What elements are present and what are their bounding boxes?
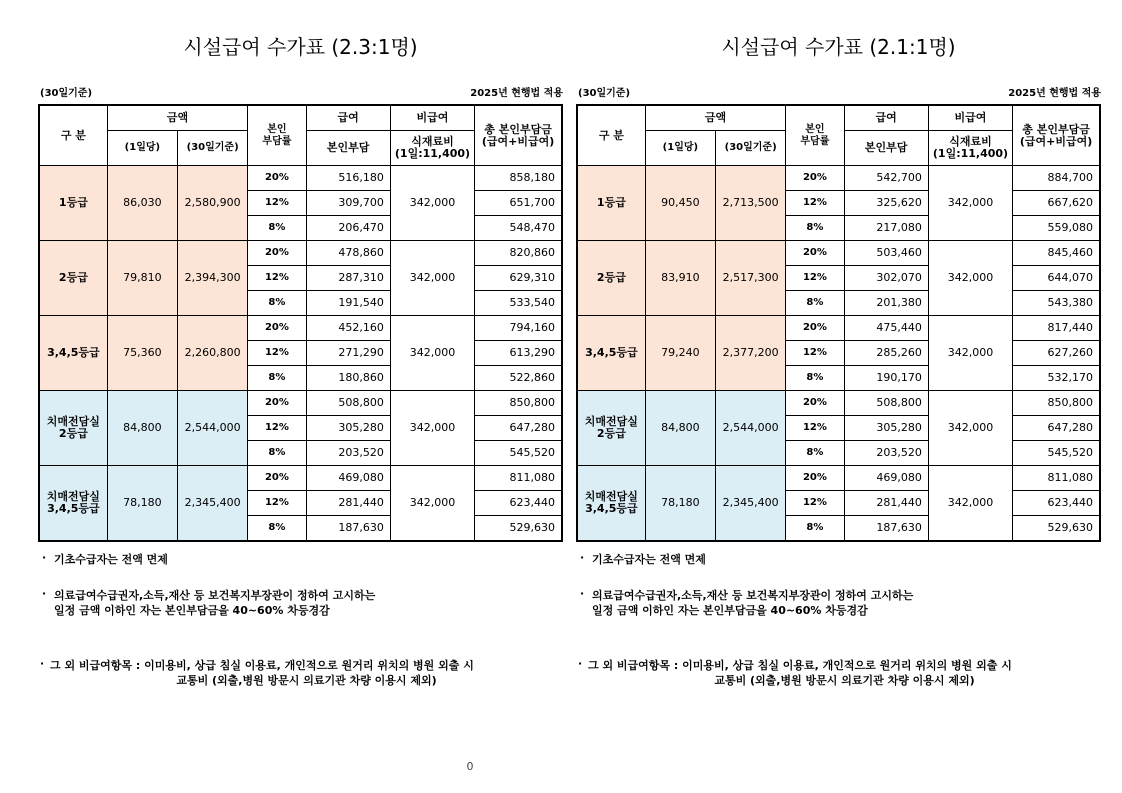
header-copay: 본인부담 (844, 131, 928, 166)
meal-cost-cell: 342,000 (928, 391, 1012, 466)
page-number: 0 (466, 760, 474, 773)
grade-cell: 2등급 (577, 241, 645, 316)
note-text: 일정 금액 이하인 자는 본인부담금을 40~60% 차등경감 (54, 604, 330, 617)
copay-rate-cell: 8% (786, 441, 844, 466)
table-row (39, 391, 562, 416)
copay-cell: 203,520 (844, 441, 928, 466)
header-amount: 금액 (645, 105, 786, 131)
copay-rate-cell: 20% (786, 391, 844, 416)
bullet-icon: · (578, 657, 583, 670)
monthly-amount-cell: 2,394,300 (178, 241, 248, 316)
copay-cell: 187,630 (844, 516, 928, 542)
total-copay-cell: 533,540 (475, 291, 562, 316)
grade-cell: 3,4,5등급 (577, 316, 645, 391)
notes (38, 552, 563, 688)
fee-table-panel-left (38, 30, 563, 688)
copay-rate-cell: 12% (786, 416, 844, 441)
monthly-amount-cell: 2,345,400 (716, 466, 786, 542)
copay-rate-cell: 8% (248, 441, 306, 466)
header-benefit: 급여 (306, 105, 390, 131)
copay-rate-cell: 20% (786, 316, 844, 341)
copay-cell: 309,700 (306, 191, 390, 216)
grade-cell: 치매전담실 3,4,5등급 (39, 466, 107, 542)
total-copay-cell: 559,080 (1013, 216, 1100, 241)
grade-cell: 치매전담실 2등급 (39, 391, 107, 466)
monthly-amount-cell: 2,377,200 (716, 316, 786, 391)
copay-cell: 206,470 (306, 216, 390, 241)
fee-table (38, 104, 563, 542)
copay-rate-cell: 12% (786, 266, 844, 291)
header-amount: 금액 (107, 105, 248, 131)
total-copay-cell: 794,160 (475, 316, 562, 341)
copay-rate-cell: 8% (248, 366, 306, 391)
note-text: 일정 금액 이하인 자는 본인부담금을 40~60% 차등경감 (592, 604, 868, 617)
table-row (39, 166, 562, 191)
header-copay-rate: 본인 부담률 (786, 105, 844, 166)
copay-rate-cell: 20% (248, 241, 306, 266)
header-daily: (1일당) (107, 131, 177, 166)
table-meta (38, 80, 563, 104)
notes (576, 552, 1101, 688)
copay-cell: 190,170 (844, 366, 928, 391)
header-total: 총 본인부담금 (급여+비급여) (475, 105, 562, 166)
note-text: 그 외 비급여항목 : 이미용비, 상급 침실 이용료, 개인적으로 원거리 위치의 병원 외출 시 (50, 659, 474, 672)
table-row (39, 241, 562, 266)
copay-rate-cell: 20% (786, 166, 844, 191)
table-meta (576, 80, 1101, 104)
copay-rate-cell: 8% (786, 366, 844, 391)
total-copay-cell: 529,630 (1013, 516, 1100, 542)
monthly-amount-cell: 2,345,400 (178, 466, 248, 542)
table-row (577, 466, 1100, 491)
total-copay-cell: 817,440 (1013, 316, 1100, 341)
copay-rate-cell: 20% (248, 391, 306, 416)
note-item (576, 588, 1101, 618)
total-copay-cell: 644,070 (1013, 266, 1100, 291)
note-text: 교통비 (외출,병원 방문시 의료기관 차량 이용시 제외) (714, 674, 975, 687)
copay-rate-cell: 8% (248, 516, 306, 542)
meal-cost-cell: 342,000 (390, 166, 474, 241)
copay-rate-cell: 20% (786, 241, 844, 266)
copay-cell: 478,860 (306, 241, 390, 266)
total-copay-cell: 651,700 (475, 191, 562, 216)
monthly-amount-cell: 2,260,800 (178, 316, 248, 391)
daily-amount-cell: 75,360 (107, 316, 177, 391)
total-copay-cell: 532,170 (1013, 366, 1100, 391)
table-row (577, 166, 1100, 191)
copay-rate-cell: 8% (786, 516, 844, 542)
total-copay-cell: 850,800 (475, 391, 562, 416)
copay-cell: 203,520 (306, 441, 390, 466)
law-label: 2025년 현행법 적용 (1008, 88, 1101, 99)
daily-amount-cell: 78,180 (645, 466, 715, 542)
meal-cost-cell: 342,000 (928, 166, 1012, 241)
monthly-amount-cell: 2,544,000 (716, 391, 786, 466)
header-daily: (1일당) (645, 131, 715, 166)
note-text: 기초수급자는 전액 면제 (592, 553, 706, 566)
table-row (577, 391, 1100, 416)
total-copay-cell: 522,860 (475, 366, 562, 391)
total-copay-cell: 545,520 (475, 441, 562, 466)
total-copay-cell: 647,280 (475, 416, 562, 441)
table-title: 시설급여 수가표 (2.3:1명) (183, 35, 418, 59)
note-item (38, 552, 563, 567)
note-text: 의료급여수급권자,소득,재산 등 보건복지부장관이 정하여 고시하는 (592, 589, 914, 602)
total-copay-cell: 858,180 (475, 166, 562, 191)
total-copay-cell: 667,620 (1013, 191, 1100, 216)
meal-cost-cell: 342,000 (928, 316, 1012, 391)
header-total: 총 본인부담금 (급여+비급여) (1013, 105, 1100, 166)
meal-cost-cell: 342,000 (390, 241, 474, 316)
copay-cell: 503,460 (844, 241, 928, 266)
table-title: 시설급여 수가표 (2.1:1명) (721, 35, 956, 59)
copay-rate-cell: 20% (248, 466, 306, 491)
header-nonbenefit: 비급여 (390, 105, 474, 131)
copay-cell: 217,080 (844, 216, 928, 241)
copay-cell: 469,080 (844, 466, 928, 491)
header-benefit: 급여 (844, 105, 928, 131)
basis-label: (30일기준) (578, 88, 631, 99)
monthly-amount-cell: 2,713,500 (716, 166, 786, 241)
grade-cell: 치매전담실 3,4,5등급 (577, 466, 645, 542)
copay-rate-cell: 12% (786, 191, 844, 216)
daily-amount-cell: 79,810 (107, 241, 177, 316)
note-text: 기초수급자는 전액 면제 (54, 553, 168, 566)
total-copay-cell: 647,280 (1013, 416, 1100, 441)
grade-cell: 2등급 (39, 241, 107, 316)
header-meal: 식재료비 (1일:11,400) (390, 131, 474, 166)
note-text: 그 외 비급여항목 : 이미용비, 상급 침실 이용료, 개인적으로 원거리 위치의 병원 외출 시 (588, 659, 1012, 672)
total-copay-cell: 623,440 (475, 491, 562, 516)
header-monthly: (30일기준) (716, 131, 786, 166)
bullet-icon: · (40, 657, 45, 670)
copay-cell: 475,440 (844, 316, 928, 341)
bullet-icon: · (42, 551, 47, 564)
total-copay-cell: 548,470 (475, 216, 562, 241)
copay-rate-cell: 20% (786, 466, 844, 491)
copay-rate-cell: 20% (248, 316, 306, 341)
total-copay-cell: 811,080 (1013, 466, 1100, 491)
copay-cell: 287,310 (306, 266, 390, 291)
total-copay-cell: 613,290 (475, 341, 562, 366)
header-meal: 식재료비 (1일:11,400) (928, 131, 1012, 166)
copay-rate-cell: 20% (248, 166, 306, 191)
note-item (38, 588, 563, 618)
meal-cost-cell: 342,000 (928, 466, 1012, 542)
copay-rate-cell: 8% (786, 291, 844, 316)
header-gubun: 구 분 (577, 105, 645, 166)
copay-rate-cell: 12% (248, 491, 306, 516)
copay-rate-cell: 8% (786, 216, 844, 241)
total-copay-cell: 884,700 (1013, 166, 1100, 191)
note-text: 교통비 (외출,병원 방문시 의료기관 차량 이용시 제외) (176, 674, 437, 687)
copay-cell: 180,860 (306, 366, 390, 391)
bullet-icon: · (580, 551, 585, 564)
copay-cell: 285,260 (844, 341, 928, 366)
copay-rate-cell: 12% (248, 341, 306, 366)
header-monthly: (30일기준) (178, 131, 248, 166)
copay-cell: 191,540 (306, 291, 390, 316)
daily-amount-cell: 78,180 (107, 466, 177, 542)
grade-cell: 1등급 (39, 166, 107, 241)
bullet-icon: · (580, 587, 585, 600)
total-copay-cell: 820,860 (475, 241, 562, 266)
daily-amount-cell: 84,800 (107, 391, 177, 466)
copay-rate-cell: 12% (248, 191, 306, 216)
total-copay-cell: 629,310 (475, 266, 562, 291)
copay-cell: 508,800 (844, 391, 928, 416)
note-item (576, 658, 1101, 688)
note-item (576, 552, 1101, 567)
total-copay-cell: 543,380 (1013, 291, 1100, 316)
header-gubun: 구 분 (39, 105, 107, 166)
copay-cell: 469,080 (306, 466, 390, 491)
copay-rate-cell: 12% (248, 416, 306, 441)
meal-cost-cell: 342,000 (390, 391, 474, 466)
copay-cell: 508,800 (306, 391, 390, 416)
total-copay-cell: 627,260 (1013, 341, 1100, 366)
grade-cell: 1등급 (577, 166, 645, 241)
total-copay-cell: 845,460 (1013, 241, 1100, 266)
table-row (39, 316, 562, 341)
meal-cost-cell: 342,000 (390, 316, 474, 391)
copay-cell: 516,180 (306, 166, 390, 191)
basis-label: (30일기준) (40, 88, 93, 99)
copay-rate-cell: 12% (786, 491, 844, 516)
copay-rate-cell: 8% (248, 291, 306, 316)
note-text: 의료급여수급권자,소득,재산 등 보건복지부장관이 정하여 고시하는 (54, 589, 376, 602)
copay-cell: 452,160 (306, 316, 390, 341)
copay-cell: 281,440 (306, 491, 390, 516)
copay-cell: 281,440 (844, 491, 928, 516)
grade-cell: 치매전담실 2등급 (577, 391, 645, 466)
header-row (39, 105, 562, 131)
copay-cell: 271,290 (306, 341, 390, 366)
copay-cell: 305,280 (844, 416, 928, 441)
table-row (39, 466, 562, 491)
fee-table (576, 104, 1101, 542)
total-copay-cell: 850,800 (1013, 391, 1100, 416)
note-item (38, 658, 563, 688)
daily-amount-cell: 84,800 (645, 391, 715, 466)
copay-cell: 201,380 (844, 291, 928, 316)
meal-cost-cell: 342,000 (390, 466, 474, 542)
table-row (577, 241, 1100, 266)
daily-amount-cell: 79,240 (645, 316, 715, 391)
copay-cell: 187,630 (306, 516, 390, 542)
fee-table-panel-right (576, 30, 1101, 688)
copay-cell: 542,700 (844, 166, 928, 191)
total-copay-cell: 623,440 (1013, 491, 1100, 516)
grade-cell: 3,4,5등급 (39, 316, 107, 391)
header-copay: 본인부담 (306, 131, 390, 166)
copay-rate-cell: 12% (786, 341, 844, 366)
monthly-amount-cell: 2,580,900 (178, 166, 248, 241)
copay-cell: 325,620 (844, 191, 928, 216)
daily-amount-cell: 90,450 (645, 166, 715, 241)
copay-cell: 305,280 (306, 416, 390, 441)
law-label: 2025년 현행법 적용 (470, 88, 563, 99)
daily-amount-cell: 86,030 (107, 166, 177, 241)
bullet-icon: · (42, 587, 47, 600)
total-copay-cell: 811,080 (475, 466, 562, 491)
copay-rate-cell: 8% (248, 216, 306, 241)
total-copay-cell: 529,630 (475, 516, 562, 542)
total-copay-cell: 545,520 (1013, 441, 1100, 466)
header-copay-rate: 본인 부담률 (248, 105, 306, 166)
copay-cell: 302,070 (844, 266, 928, 291)
daily-amount-cell: 83,910 (645, 241, 715, 316)
monthly-amount-cell: 2,517,300 (716, 241, 786, 316)
table-row (577, 316, 1100, 341)
meal-cost-cell: 342,000 (928, 241, 1012, 316)
header-nonbenefit: 비급여 (928, 105, 1012, 131)
header-row (577, 105, 1100, 131)
monthly-amount-cell: 2,544,000 (178, 391, 248, 466)
copay-rate-cell: 12% (248, 266, 306, 291)
